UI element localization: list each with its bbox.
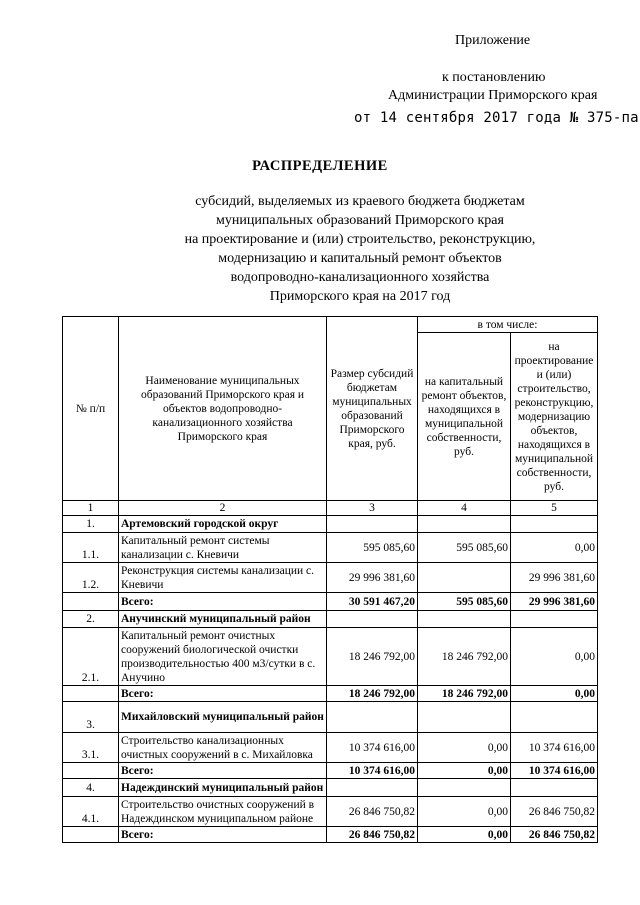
total-label: Всего: xyxy=(119,686,327,702)
sum-design: 10 374 616,00 xyxy=(511,763,598,779)
column-number: 3 xyxy=(327,501,418,516)
sum-design: 29 996 381,60 xyxy=(511,593,598,611)
column-number: 1 xyxy=(63,501,119,516)
resolution-date-number: от 14 сентября 2017 года № 375-па xyxy=(354,110,639,126)
sum-design: 26 846 750,82 xyxy=(511,827,598,843)
item-total: 10 374 616,00 xyxy=(327,733,418,763)
subtitle-line: муниципальных образований Приморского края xyxy=(216,213,504,228)
item-design: 0,00 xyxy=(511,533,598,563)
document-subtitle xyxy=(120,192,600,306)
total-label: Всего: xyxy=(119,593,327,611)
item-capital xyxy=(418,563,511,593)
total-label: Всего: xyxy=(119,827,327,843)
item-total: 595 085,60 xyxy=(327,533,418,563)
resolution-label: к постановлению xyxy=(442,70,546,85)
item-capital: 18 246 792,00 xyxy=(418,628,511,686)
item-capital: 0,00 xyxy=(418,797,511,827)
item-name: Капитальный ремонт системы канализации с. Кневичи xyxy=(119,533,327,563)
item-design: 0,00 xyxy=(511,628,598,686)
item-num: 1.2. xyxy=(63,563,119,593)
sum-total: 10 374 616,00 xyxy=(327,763,418,779)
item-name: Строительство канализационных очистных сооружений в с. Михайловка xyxy=(119,733,327,763)
item-num: 3.1. xyxy=(63,733,119,763)
subsidy-distribution-table xyxy=(62,316,598,843)
section-num: 3. xyxy=(63,702,119,733)
sum-capital: 0,00 xyxy=(418,827,511,843)
item-total: 29 996 381,60 xyxy=(327,563,418,593)
item-total: 18 246 792,00 xyxy=(327,628,418,686)
header-capital-repair: на капитальный ремонт объектов, находящихся в муниципальной собственности, руб. xyxy=(418,333,511,501)
subtitle-line: Приморского края на 2017 год xyxy=(269,289,451,304)
appendix-label: Приложение xyxy=(455,33,531,48)
section-name: Михайловский муниципальный район xyxy=(119,702,327,733)
sum-total: 26 846 750,82 xyxy=(327,827,418,843)
section-num: 4. xyxy=(63,779,119,797)
sum-total: 30 591 467,20 xyxy=(327,593,418,611)
administration-label: Администрации Приморского края xyxy=(388,88,598,103)
section-name: Анучинский муниципальный район xyxy=(119,611,327,628)
item-capital: 595 085,60 xyxy=(418,533,511,563)
header-name: Наименование муниципальных образований Приморского края и объектов водопроводно-канализационного хозяйства Приморского края xyxy=(119,317,327,501)
column-number: 4 xyxy=(418,501,511,516)
subtitle-line: водопроводно-канализационного хозяйства xyxy=(230,270,490,285)
item-num: 4.1. xyxy=(63,797,119,827)
item-name: Реконструкция системы канализации с. Кневичи xyxy=(119,563,327,593)
total-label: Всего: xyxy=(119,763,327,779)
item-capital: 0,00 xyxy=(418,733,511,763)
header-num: № п/п xyxy=(63,317,119,501)
sum-capital: 0,00 xyxy=(418,763,511,779)
subtitle-line: на проектирование и (или) строительство, реконструкцию, xyxy=(184,232,536,247)
document-title: РАСПРЕДЕЛЕНИЕ xyxy=(252,158,388,174)
section-num: 2. xyxy=(63,611,119,628)
sum-capital: 18 246 792,00 xyxy=(418,686,511,702)
item-total: 26 846 750,82 xyxy=(327,797,418,827)
subtitle-line: модернизацию и капитальный ремонт объектов xyxy=(218,251,502,266)
item-num: 1.1. xyxy=(63,533,119,563)
column-number: 2 xyxy=(119,501,327,516)
header-amount: Размер субсидий бюджетам муниципальных образований Приморского края, руб. xyxy=(327,317,418,501)
item-design: 26 846 750,82 xyxy=(511,797,598,827)
header-design-construction: на проектирование и (или) строительство, реконструкцию, модернизацию объектов, находящихся в муниципальной собственности, руб. xyxy=(511,333,598,501)
section-name: Артемовский городской округ xyxy=(119,516,327,533)
item-design: 29 996 381,60 xyxy=(511,563,598,593)
section-num: 1. xyxy=(63,516,119,533)
subtitle-line: субсидий, выделяемых из краевого бюджета бюджетам xyxy=(195,194,525,209)
item-name: Капитальный ремонт очистных сооружений биологической очистки производительностью 400 м3/сутки в с. Анучино xyxy=(119,628,327,686)
sum-design: 0,00 xyxy=(511,686,598,702)
header-including: в том числе: xyxy=(418,317,598,333)
item-design: 10 374 616,00 xyxy=(511,733,598,763)
column-number: 5 xyxy=(511,501,598,516)
item-num: 2.1. xyxy=(63,628,119,686)
item-name: Строительство очистных сооружений в Надеждинском муниципальном районе xyxy=(119,797,327,827)
sum-capital: 595 085,60 xyxy=(418,593,511,611)
sum-total: 18 246 792,00 xyxy=(327,686,418,702)
section-name: Надеждинский муниципальный район xyxy=(119,779,327,797)
